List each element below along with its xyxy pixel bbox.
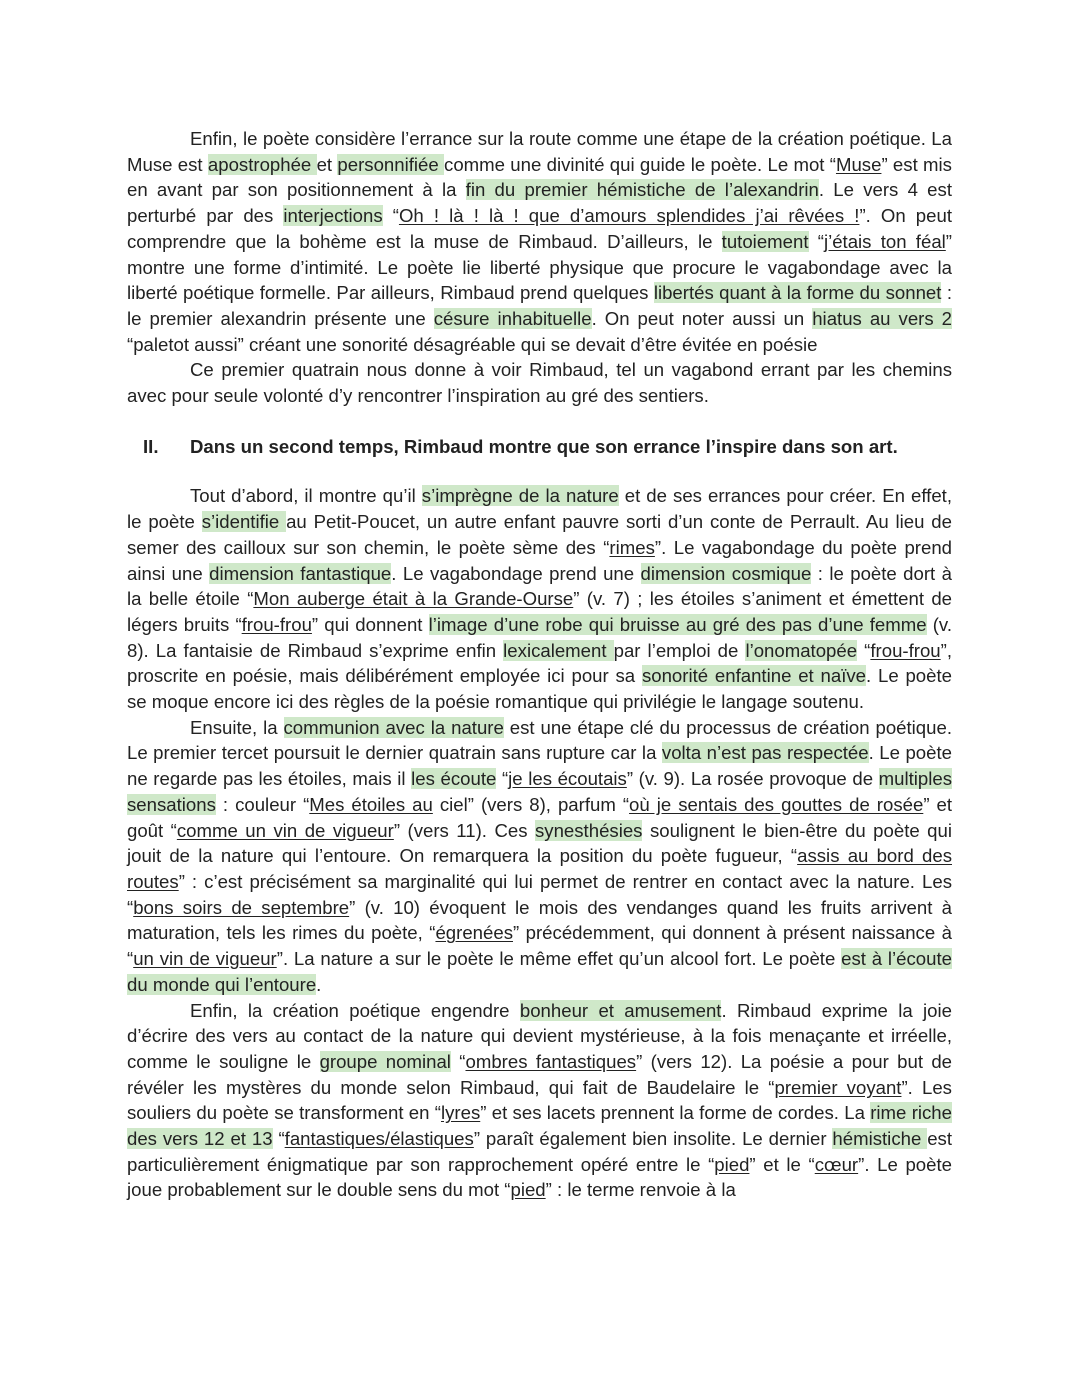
quoted-text: rimes (609, 536, 655, 558)
text-run: ” (vers 12). La poésie a pour but de révéler les mystères du monde selon Rimbaud, qui fait de Baudelaire le “ (127, 1050, 953, 1098)
text-run: soulignent le bien-être du poète qui jouit de la nature qui l’entoure. On remarquera la position du poète fugueur, “ (127, 819, 952, 867)
text-run: . Rimbaud exprime la joie d’écrire des vers au contact de la nature qui devient mystérieuse, à la fois menaçante et irréelle, comme le souligne le (127, 999, 952, 1072)
text-run: Enfin, la création poétique engendre (190, 999, 520, 1021)
text-run: . On peut noter aussi un (591, 307, 813, 329)
text-run: “ (496, 768, 509, 790)
highlighted-text: volta n’est pas respectée (661, 742, 869, 764)
text-run: ” paraît également bien insolite. Le dernier (473, 1128, 833, 1150)
text-run: (v. 8). La fantaisie de Rimbaud s’exprime enfin (127, 613, 952, 661)
text-run: est particulièrement énigmatique par son rapprochement opéré entre le “ (127, 1128, 953, 1175)
highlighted-text: apostrophée (207, 153, 317, 175)
text-run: ” montre une forme d’intimité. Le poète lie liberté physique que procure le vagabondage avec la liberté poétique formelle. Par ailleurs, Rimbaud prend quelques (127, 230, 952, 304)
quoted-text: pied (714, 1153, 750, 1175)
highlighted-text: s’imprègne de la nature (421, 485, 619, 507)
highlighted-text: groupe nominal (319, 1050, 451, 1072)
paragraph-1 (127, 126, 952, 357)
quoted-text: comme un vin de vigueur (176, 819, 394, 841)
text-run: ”. On peut comprendre que la bohème est la muse de Rimbaud. D’ailleurs, le (127, 205, 952, 252)
text-run: ”, proscrite en poésie, mais délibérément employée ici pour sa (127, 639, 953, 687)
text-run: ” : c’est précisément sa marginalité qui lui permet de rentrer en contact avec la nature. Les “ (127, 870, 952, 918)
highlighted-text: synesthésies (534, 819, 643, 841)
text-run: “ (808, 230, 824, 252)
highlighted-text: dimension fantastique (209, 562, 392, 584)
highlighted-text: l’image d’une robe qui bruisse au gré des pas d’une femme (428, 613, 927, 635)
highlighted-text: communion avec la nature (283, 716, 504, 738)
section-title: Dans un second temps, Rimbaud montre que son errance l’inspire dans son art. (190, 435, 898, 457)
text-run: ” (v. 7) ; les étoiles s’animent et émettent de légers bruits “ (127, 588, 952, 635)
text-run: ” et le “ (749, 1153, 815, 1175)
quoted-text: Mon auberge était à la Grande-Ourse (253, 588, 574, 610)
paragraph-4 (127, 715, 952, 998)
highlighted-text: libertés quant à la forme du sonnet (653, 282, 942, 304)
highlighted-text: hiatus au vers 2 (812, 307, 952, 329)
text-run: est une étape clé du processus de création poétique. Le premier tercet poursuit le dernier quatrain sans rupture car la (127, 716, 952, 764)
highlighted-text: bonheur et amusement (519, 999, 722, 1021)
text-run: ciel” (vers 8), parfum “ (432, 793, 630, 815)
text-run: . Le vers 4 est perturbé par des (127, 179, 952, 227)
highlighted-text: interjections (283, 205, 383, 227)
highlighted-text: fin du premier hémistiche de l’alexandrin (465, 179, 819, 201)
text-run: Ensuite, la (190, 716, 284, 738)
text-run: ” (vers 11). Ces (393, 819, 535, 841)
text-run: ” précédemment, qui donnent à présent naissance à “ (127, 922, 952, 970)
text-run: “ (857, 639, 871, 661)
text-run: ”. Le vagabondage du poète prend ainsi une (127, 536, 952, 584)
quoted-text: bons soirs de septembre (133, 896, 350, 918)
highlighted-text: est à l’écoute du monde qui l’entoure (127, 948, 952, 995)
text-run: . (316, 973, 322, 995)
text-run: et (316, 153, 338, 175)
text-run: ” qui donnent (311, 613, 429, 635)
text-run: Ce premier quatrain nous donne à voir Rimbaud, tel un vagabond errant par les chemins avec pour seule volonté d’y rencontrer l’inspiration au gré des sentiers. (127, 359, 952, 407)
text-run: ” (v. 10) évoquent le mois des vendanges quand les fruits arrivent à maturation, tels les rimes du poète, “ (127, 896, 952, 944)
highlighted-text: multiples sensations (127, 768, 953, 815)
text-run: ”. La nature a sur le poète le même effet qu’un alcool fort. Le poète (276, 948, 842, 970)
highlighted-text: dimension cosmique (640, 562, 812, 584)
highlighted-text: sonorité enfantine et naïve (641, 665, 867, 687)
quoted-text: Mes étoiles au (309, 793, 433, 815)
text-run: par l’emploi de (613, 639, 746, 661)
highlighted-text: personnifiée (337, 153, 445, 175)
quoted-text: frou-frou (870, 639, 941, 661)
text-run: “ (450, 1050, 466, 1072)
paragraph-5 (127, 998, 952, 1204)
text-run: Tout d’abord, il montre qu’il (190, 485, 422, 507)
text-run: : le premier alexandrin présente une (127, 282, 952, 329)
text-run: ” : le terme renvoie à la (545, 1179, 736, 1201)
text-run: Enfin, le poète considère l’errance sur la route comme une étape de la création poétique. La Muse est (127, 128, 952, 175)
highlighted-text: césure inhabituelle (433, 307, 592, 329)
quoted-text: lyres (440, 1102, 481, 1124)
text-run: : couleur “ (215, 793, 310, 815)
quoted-text: je les écoutais (508, 768, 627, 790)
highlighted-text: l’onomatopée (745, 639, 858, 661)
text-run: . Le poète ne regarde pas les étoiles, mais il (127, 742, 952, 790)
quoted-text: égrenées (435, 922, 513, 944)
quoted-text: ombres fantastiques (465, 1050, 637, 1072)
quoted-text: un vin de vigueur (133, 948, 277, 970)
text-run: “ (382, 205, 399, 227)
text-run: ”. Le poète joue probablement sur le double sens du mot “ (127, 1153, 952, 1201)
text-run: et de ses errances pour créer. En effet, le poète (127, 485, 952, 533)
text-run: : le poète dort à la belle étoile “ (127, 562, 952, 610)
quoted-text: frou-frou (241, 613, 312, 635)
highlighted-text: les écoute (411, 768, 497, 790)
text-run: ” et goût “ (127, 793, 953, 841)
quoted-text: assis au bord des routes (127, 845, 952, 892)
highlighted-text: rime riche des vers 12 et 13 (127, 1102, 952, 1150)
text-run: “ (272, 1128, 285, 1150)
text-run: ” (v. 9). La rosée provoque de (626, 768, 879, 790)
text-run: ”. Les souliers du poète se transforment en “ (127, 1076, 952, 1124)
quoted-text: Muse (835, 153, 882, 175)
text-run: . Le vagabondage prend une (391, 562, 641, 584)
highlighted-text: tutoiement (721, 230, 809, 252)
quoted-text: premier voyant (774, 1076, 902, 1098)
text-run: au Petit-Poucet, un autre enfant pauvre sorti d’un conte de Perrault. Au lieu de semer des cailloux sur son chemin, le poète sème des “ (127, 511, 952, 558)
quoted-text: cœur (814, 1153, 859, 1175)
text-run: . Le poète se moque encore ici des règles de la poésie romantique qui privilégie le langage soutenu. (127, 665, 952, 713)
text-run: ” et ses lacets prennent la forme de cordes. La (480, 1102, 871, 1124)
highlighted-text: hémistiche (832, 1128, 928, 1150)
highlighted-text: s’identifie (201, 511, 287, 533)
text-run: comme une divinité qui guide le poète. Le mot “ (444, 153, 836, 175)
quoted-text: où je sentais des gouttes de rosée (629, 793, 924, 815)
paragraph-2 (127, 357, 952, 408)
section-number: II. (143, 435, 159, 457)
paragraph-3 (127, 483, 952, 714)
quoted-text: Oh ! là ! là ! que d’amours splendides j’ai rêvées ! (398, 205, 860, 227)
quoted-text: fantastiques/élastiques (284, 1128, 474, 1150)
text-run: ” est mis en avant par son positionnement à la (127, 153, 952, 201)
quoted-text: j’étais ton féal (823, 230, 946, 252)
highlighted-text: lexicalement (503, 639, 614, 661)
quoted-text: pied (510, 1179, 546, 1201)
text-run: “paletot aussi” créant une sonorité désagréable qui se devait d’être évitée en poésie (127, 333, 818, 355)
section-heading (127, 434, 952, 460)
